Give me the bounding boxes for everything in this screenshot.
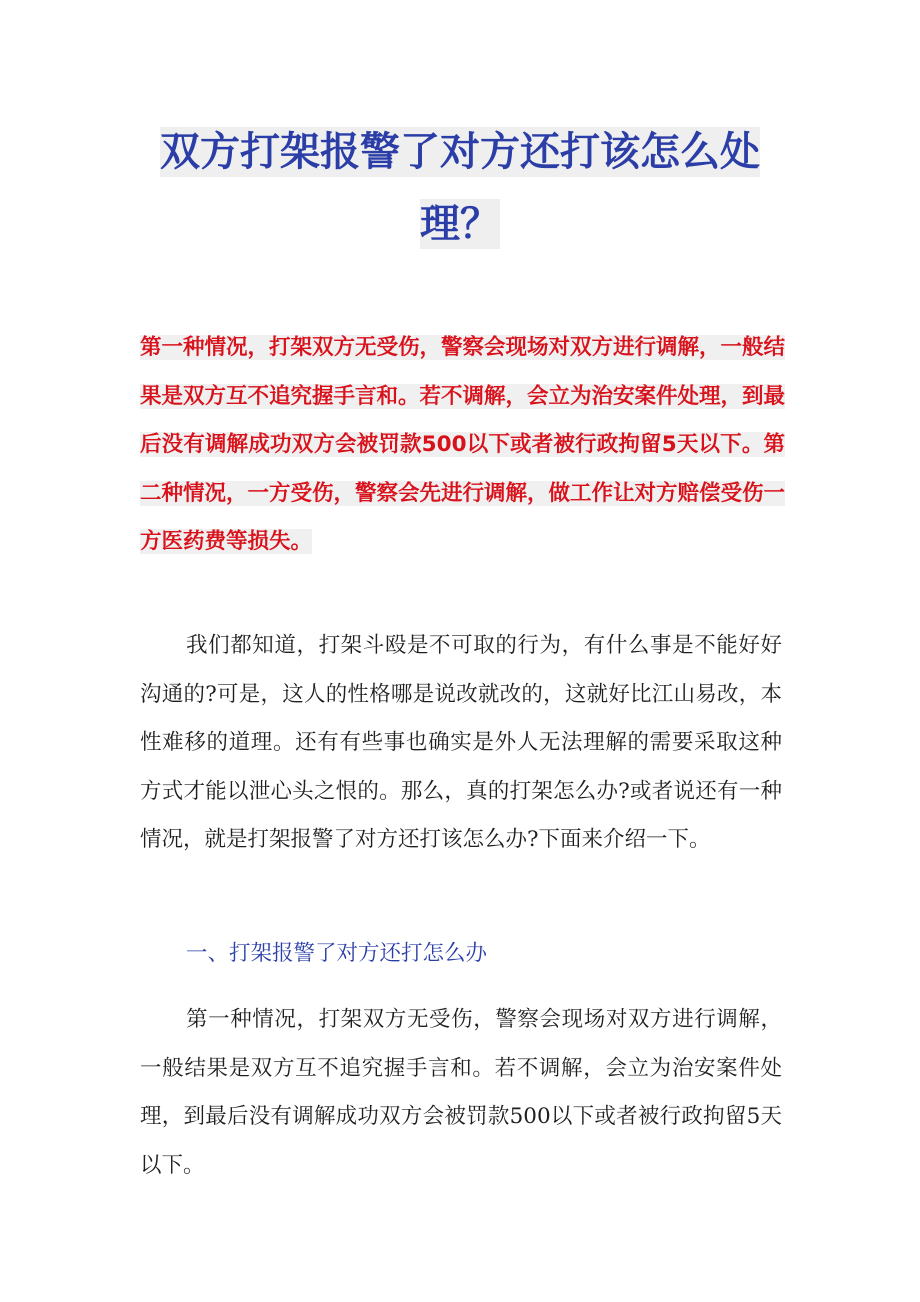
- section-heading: 一、打架报警了对方还打怎么办: [186, 941, 488, 966]
- summary-text: 第一种情况，打架双方无受伤，警察会现场对双方进行调解，一般结果是双方互不追究握手言和。若不调解，会立为治安案件处理，到最后没有调解成功双方会被罚款500以下或者被行政拘留5天以下。第二种情况，一方受伤，警察会先进行调解，做工作让对方赔偿受伤一方医药费等损失。: [140, 335, 786, 554]
- intro-paragraph: 我们都知道，打架斗殴是不可取的行为，有什么事是不能好好沟通的?可是，这人的性格哪是说改就改的，这就好比江山易改，本性难移的道理。还有有些事也确实是外人无法理解的需要采取这种方式才能以泄心头之恨的。那么，真的打架怎么办?或者说还有一种情况，就是打架报警了对方还打该怎么办?下面来介绍一下。: [140, 633, 782, 852]
- page-title-text: 双方打架报警了对方还打该怎么处理？: [160, 129, 760, 247]
- page-title: [140, 116, 780, 260]
- section-paragraph: 第一种情况，打架双方无受伤，警察会现场对双方进行调解，一般结果是双方互不追究握手言和。若不调解，会立为治安案件处理，到最后没有调解成功双方会被罚款500以下或者被行政拘留5天以下。: [140, 1007, 782, 1178]
- summary-paragraph: [140, 324, 785, 567]
